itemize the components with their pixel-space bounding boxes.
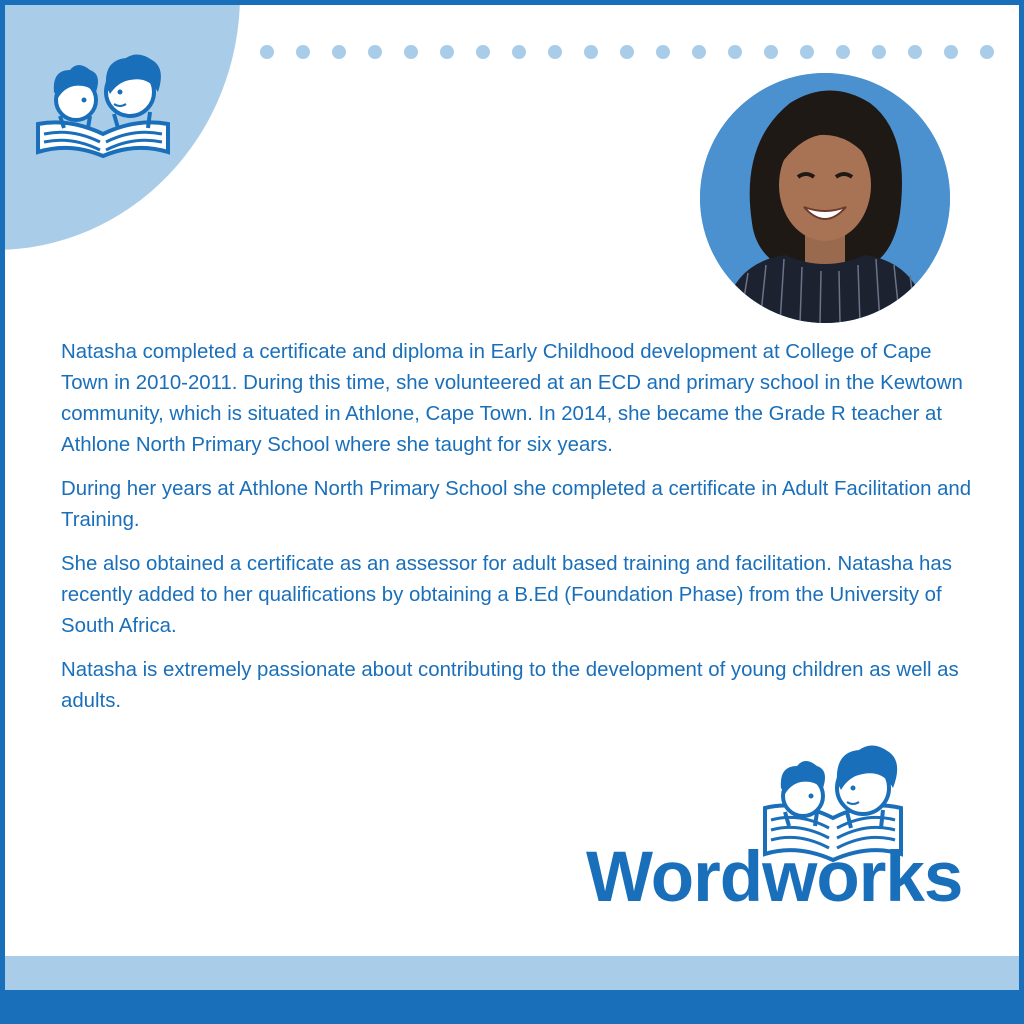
- decor-dot: [944, 45, 958, 59]
- footer-band-dark: [0, 990, 1024, 1024]
- decor-dot: [404, 45, 418, 59]
- decor-dot: [656, 45, 670, 59]
- bio-paragraph-3: She also obtained a certificate as an assessor for adult based training and facilitation. Natasha has recently added to her qualifications by obtaining a B.Ed (Foundation Phase) from the University of South Africa.: [61, 553, 952, 637]
- decor-dot: [548, 45, 562, 59]
- portrait-photo: [700, 73, 950, 323]
- decor-dot: [260, 45, 274, 59]
- decor-dot: [512, 45, 526, 59]
- bio-paragraph-1: Natasha completed a certificate and diploma in Early Childhood development at College of Cape Town in 2010-2011. During this time, she volunteered at an ECD and primary school in the Kewtown community, which is situated in Athlone, Cape Town. In 2014, she became the Grade R teacher at Athlone North Primary School where she taught for six years.: [61, 341, 963, 456]
- children-reading-book-icon: [34, 52, 174, 160]
- decor-dot: [296, 45, 310, 59]
- decor-dot: [620, 45, 634, 59]
- decor-dot: [440, 45, 454, 59]
- decor-dot: [368, 45, 382, 59]
- person-portrait-photo: [700, 73, 950, 323]
- decor-dot: [332, 45, 346, 59]
- decor-dot: [908, 45, 922, 59]
- decor-dot: [476, 45, 490, 59]
- decor-dot: [728, 45, 742, 59]
- decor-dot: [584, 45, 598, 59]
- decor-dot: [980, 45, 994, 59]
- bio-paragraph-4: Natasha is extremely passionate about contributing to the development of young children as well as adults.: [61, 659, 959, 712]
- decor-dot: [692, 45, 706, 59]
- dotted-line-decoration: [260, 45, 1000, 61]
- footer-band-light: [0, 956, 1024, 990]
- bio-paragraph-2: During her years at Athlone North Primary School she completed a certificate in Adult Facilitation and Training.: [61, 478, 972, 531]
- bio-text: [61, 337, 976, 730]
- decor-dot: [764, 45, 778, 59]
- decor-dot: [836, 45, 850, 59]
- wordworks-wordmark: Wordworks: [586, 838, 963, 917]
- decor-dot: [800, 45, 814, 59]
- decor-dot: [872, 45, 886, 59]
